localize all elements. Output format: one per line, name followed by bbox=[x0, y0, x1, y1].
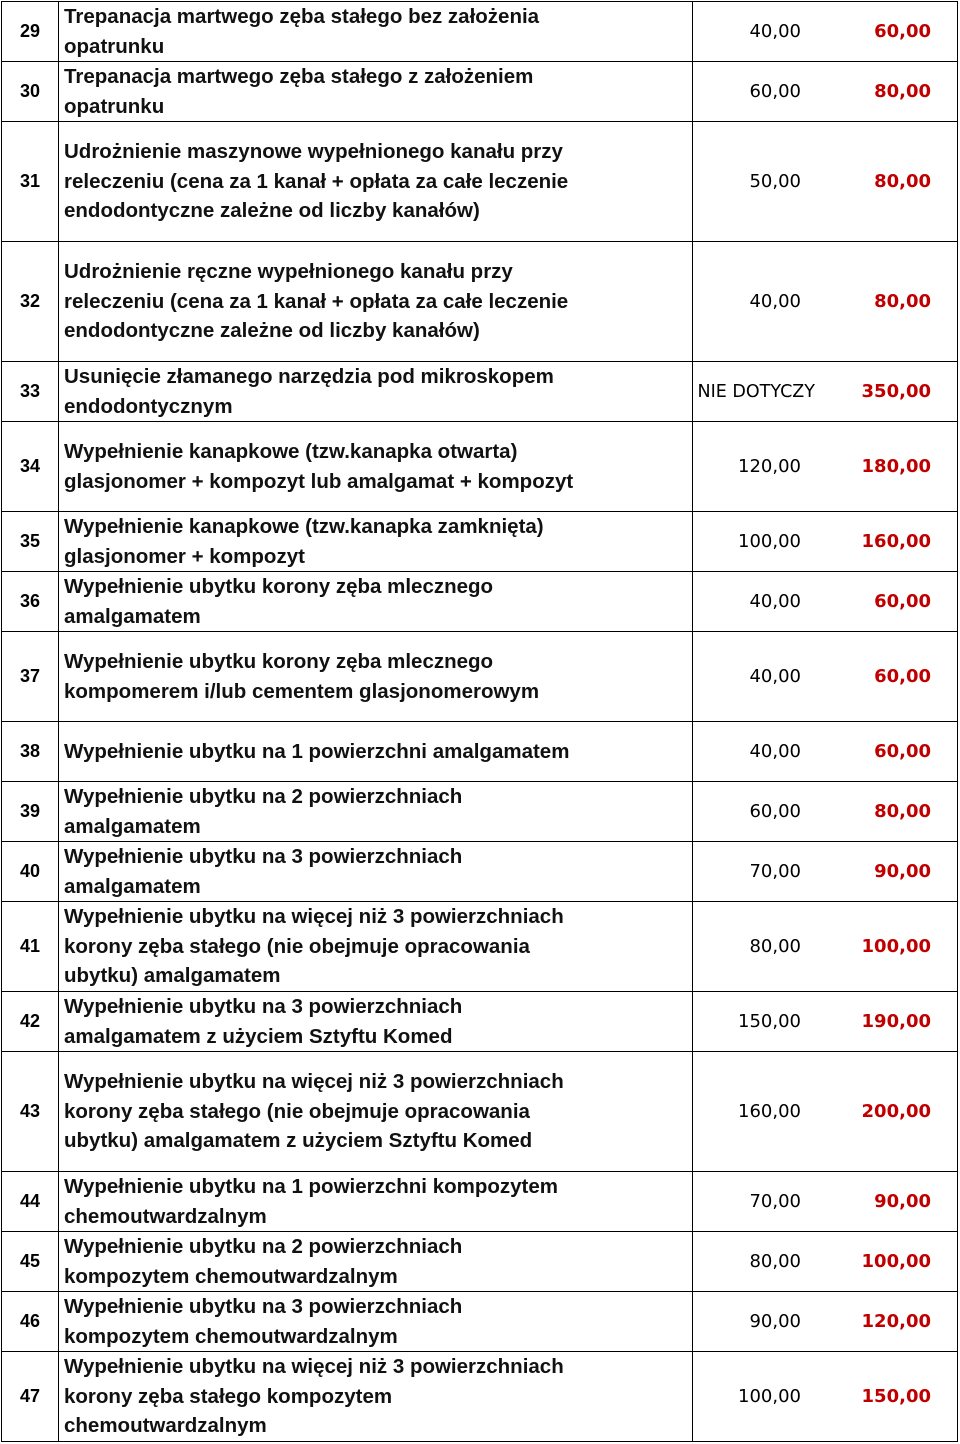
row-number: 43 bbox=[2, 1052, 59, 1172]
price-old: 80,00 bbox=[693, 902, 816, 992]
price-old: 80,00 bbox=[693, 1232, 816, 1292]
price-old: NIE DOTYCZY bbox=[693, 362, 816, 422]
table-row bbox=[2, 992, 958, 1052]
procedure-description: Wypełnienie ubytku na 3 powierzchniach kompozytem chemoutwardzalnym bbox=[59, 1292, 693, 1352]
table-row bbox=[2, 902, 958, 992]
procedure-description: Udrożnienie ręczne wypełnionego kanału przy releczeniu (cena za 1 kanał + opłata za całe leczenie endodontyczne zależne od liczby kanałów) bbox=[59, 242, 693, 362]
price-new: 160,00 bbox=[815, 512, 958, 572]
row-number: 37 bbox=[2, 632, 59, 722]
price-old: 40,00 bbox=[693, 242, 816, 362]
table-row bbox=[2, 62, 958, 122]
row-number: 36 bbox=[2, 572, 59, 632]
price-new: 80,00 bbox=[815, 122, 958, 242]
price-old: 70,00 bbox=[693, 1172, 816, 1232]
table-row bbox=[2, 1352, 958, 1442]
price-list-table bbox=[1, 1, 958, 1442]
procedure-description: Wypełnienie ubytku na 2 powierzchniach amalgamatem bbox=[59, 782, 693, 842]
procedure-description: Wypełnienie ubytku na więcej niż 3 powierzchniach korony zęba stałego (nie obejmuje opracowania ubytku) amalgamatem z użyciem Sztyftu Komed bbox=[59, 1052, 693, 1172]
price-old: 150,00 bbox=[693, 992, 816, 1052]
procedure-description: Wypełnienie ubytku na 1 powierzchni kompozytem chemoutwardzalnym bbox=[59, 1172, 693, 1232]
procedure-description: Wypełnienie kanapkowe (tzw.kanapka zamknięta) glasjonomer + kompozyt bbox=[59, 512, 693, 572]
procedure-description: Wypełnienie ubytku korony zęba mlecznego amalgamatem bbox=[59, 572, 693, 632]
row-number: 38 bbox=[2, 722, 59, 782]
table-row bbox=[2, 512, 958, 572]
price-list-body bbox=[2, 2, 958, 1442]
row-number: 44 bbox=[2, 1172, 59, 1232]
row-number: 33 bbox=[2, 362, 59, 422]
procedure-description: Wypełnienie kanapkowe (tzw.kanapka otwarta) glasjonomer + kompozyt lub amalgamat + kompozyt bbox=[59, 422, 693, 512]
price-new: 60,00 bbox=[815, 572, 958, 632]
table-row bbox=[2, 122, 958, 242]
price-old: 40,00 bbox=[693, 632, 816, 722]
row-number: 30 bbox=[2, 62, 59, 122]
procedure-description: Wypełnienie ubytku korony zęba mlecznego kompomerem i/lub cementem glasjonomerowym bbox=[59, 632, 693, 722]
procedure-description: Wypełnienie ubytku na 1 powierzchni amalgamatem bbox=[59, 722, 693, 782]
table-row bbox=[2, 1052, 958, 1172]
price-new: 80,00 bbox=[815, 782, 958, 842]
procedure-description: Wypełnienie ubytku na 2 powierzchniach kompozytem chemoutwardzalnym bbox=[59, 1232, 693, 1292]
procedure-description: Wypełnienie ubytku na więcej niż 3 powierzchniach korony zęba stałego (nie obejmuje opracowania ubytku) amalgamatem bbox=[59, 902, 693, 992]
price-new: 200,00 bbox=[815, 1052, 958, 1172]
price-new: 120,00 bbox=[815, 1292, 958, 1352]
price-old: 90,00 bbox=[693, 1292, 816, 1352]
price-old: 50,00 bbox=[693, 122, 816, 242]
row-number: 45 bbox=[2, 1232, 59, 1292]
procedure-description: Udrożnienie maszynowe wypełnionego kanału przy releczeniu (cena za 1 kanał + opłata za całe leczenie endodontyczne zależne od liczby kanałów) bbox=[59, 122, 693, 242]
price-old: 60,00 bbox=[693, 62, 816, 122]
price-new: 100,00 bbox=[815, 902, 958, 992]
table-row bbox=[2, 422, 958, 512]
table-row bbox=[2, 2, 958, 62]
price-new: 90,00 bbox=[815, 842, 958, 902]
price-new: 180,00 bbox=[815, 422, 958, 512]
procedure-description: Trepanacja martwego zęba stałego bez założenia opatrunku bbox=[59, 2, 693, 62]
row-number: 42 bbox=[2, 992, 59, 1052]
table-row bbox=[2, 572, 958, 632]
price-new: 60,00 bbox=[815, 2, 958, 62]
price-old: 100,00 bbox=[693, 512, 816, 572]
price-old: 40,00 bbox=[693, 2, 816, 62]
row-number: 34 bbox=[2, 422, 59, 512]
price-new: 80,00 bbox=[815, 62, 958, 122]
price-new: 190,00 bbox=[815, 992, 958, 1052]
procedure-description: Wypełnienie ubytku na więcej niż 3 powierzchniach korony zęba stałego kompozytem chemoutwardzalnym bbox=[59, 1352, 693, 1442]
price-new: 150,00 bbox=[815, 1352, 958, 1442]
table-row bbox=[2, 1172, 958, 1232]
price-new: 60,00 bbox=[815, 632, 958, 722]
price-old: 100,00 bbox=[693, 1352, 816, 1442]
price-old: 70,00 bbox=[693, 842, 816, 902]
price-new: 80,00 bbox=[815, 242, 958, 362]
price-new: 350,00 bbox=[815, 362, 958, 422]
procedure-description: Trepanacja martwego zęba stałego z założeniem opatrunku bbox=[59, 62, 693, 122]
row-number: 47 bbox=[2, 1352, 59, 1442]
price-old: 160,00 bbox=[693, 1052, 816, 1172]
row-number: 29 bbox=[2, 2, 59, 62]
procedure-description: Wypełnienie ubytku na 3 powierzchniach amalgamatem bbox=[59, 842, 693, 902]
row-number: 32 bbox=[2, 242, 59, 362]
table-row bbox=[2, 722, 958, 782]
price-new: 60,00 bbox=[815, 722, 958, 782]
table-row bbox=[2, 632, 958, 722]
table-row bbox=[2, 842, 958, 902]
table-row bbox=[2, 1292, 958, 1352]
procedure-description: Usunięcie złamanego narzędzia pod mikroskopem endodontycznym bbox=[59, 362, 693, 422]
procedure-description: Wypełnienie ubytku na 3 powierzchniach amalgamatem z użyciem Sztyftu Komed bbox=[59, 992, 693, 1052]
row-number: 39 bbox=[2, 782, 59, 842]
price-new: 90,00 bbox=[815, 1172, 958, 1232]
row-number: 31 bbox=[2, 122, 59, 242]
price-old: 40,00 bbox=[693, 722, 816, 782]
row-number: 35 bbox=[2, 512, 59, 572]
price-new: 100,00 bbox=[815, 1232, 958, 1292]
table-row bbox=[2, 242, 958, 362]
row-number: 40 bbox=[2, 842, 59, 902]
row-number: 41 bbox=[2, 902, 59, 992]
row-number: 46 bbox=[2, 1292, 59, 1352]
price-old: 60,00 bbox=[693, 782, 816, 842]
table-row bbox=[2, 362, 958, 422]
price-old: 40,00 bbox=[693, 572, 816, 632]
price-old: 120,00 bbox=[693, 422, 816, 512]
table-row bbox=[2, 782, 958, 842]
table-row bbox=[2, 1232, 958, 1292]
